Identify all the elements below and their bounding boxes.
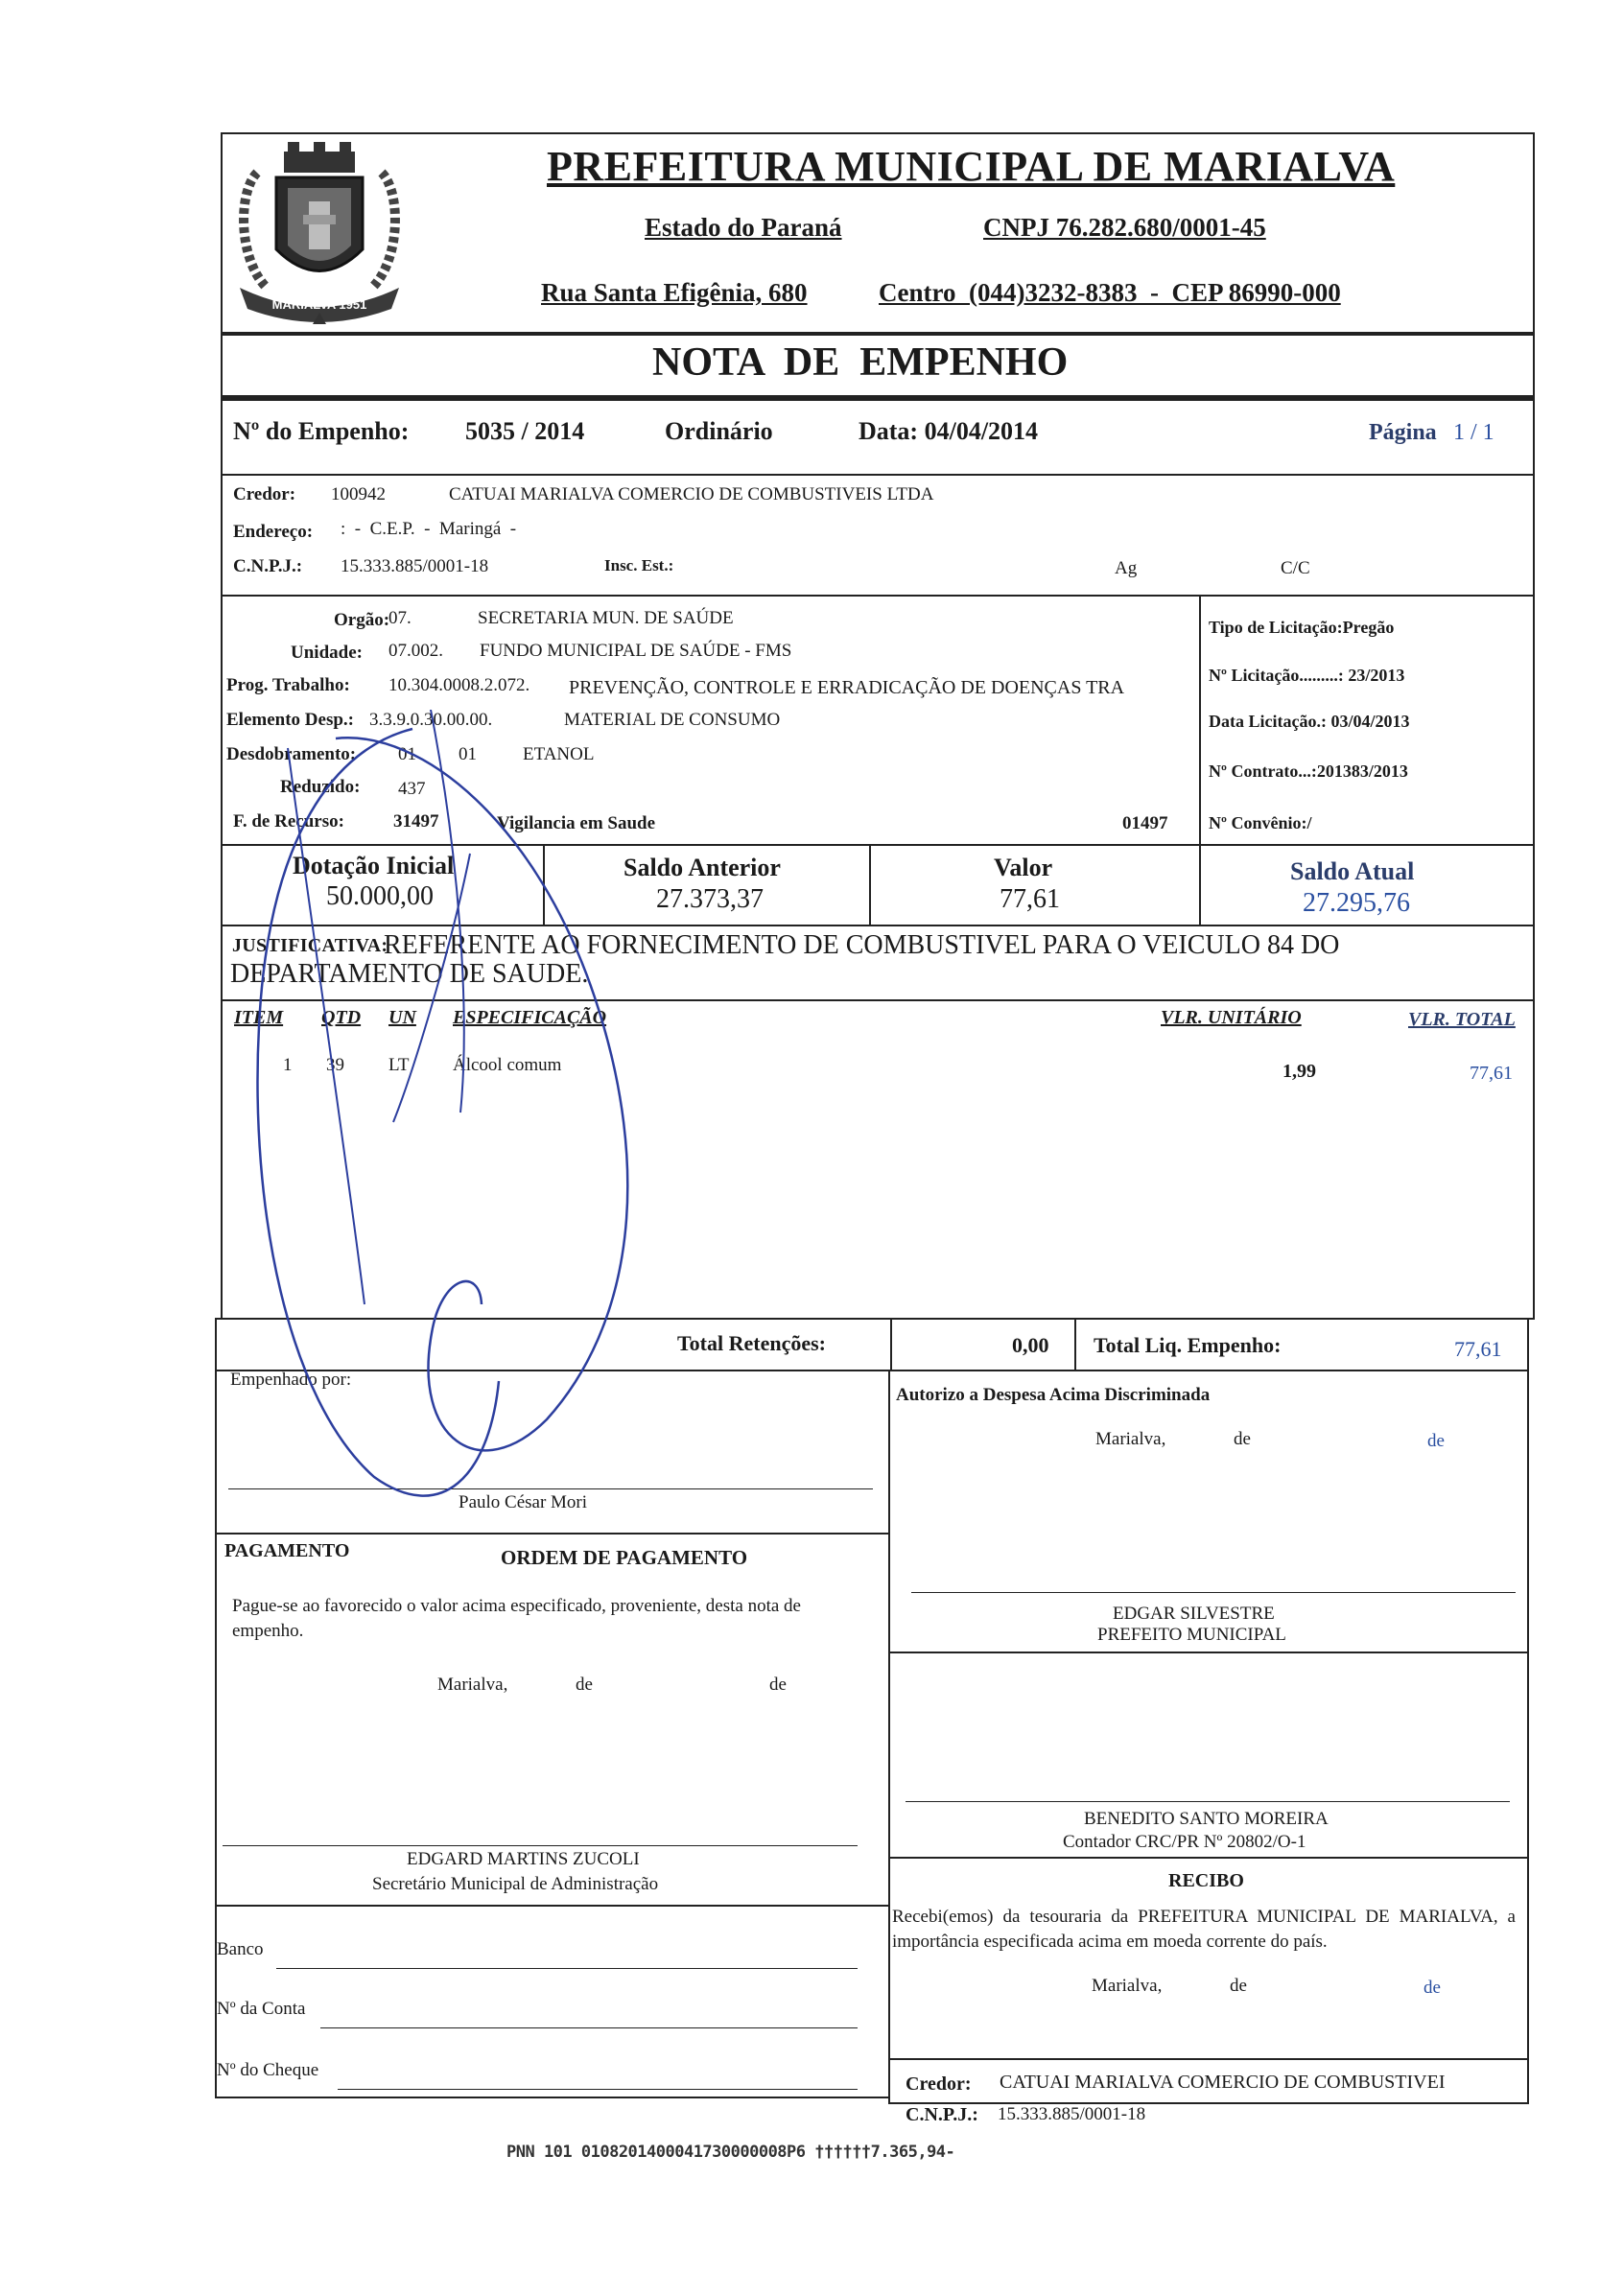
prog-trabalho-label: Prog. Trabalho: bbox=[226, 675, 350, 695]
ag-label: Ag bbox=[1115, 558, 1138, 578]
licitacao-numero: Nº Licitação.........: 23/2013 bbox=[1209, 666, 1405, 685]
pagamento-text: Pague-se ao favorecido o valor acima especificado, proveniente, desta nota de empenho. bbox=[232, 1596, 801, 1641]
pagamento-signer-name: EDGARD MARTINS ZUCOLI bbox=[407, 1849, 640, 1869]
desdobramento-code2: 01 bbox=[459, 744, 477, 764]
state-name: Estado do Paraná bbox=[645, 213, 842, 242]
contador-divider bbox=[888, 1652, 1529, 1653]
elemento-code: 3.3.9.0.30.00.00. bbox=[369, 710, 493, 730]
recurso-name: Vigilancia em Saude bbox=[497, 813, 656, 833]
prefeito-name: EDGAR SILVESTRE bbox=[1113, 1604, 1275, 1624]
credor-address: : - C.E.P. - Maringá - bbox=[341, 519, 517, 539]
empenhado-signature-line bbox=[228, 1488, 873, 1489]
empenhado-name: Paulo César Mori bbox=[459, 1492, 588, 1512]
desdobramento-name: ETANOL bbox=[523, 744, 595, 764]
address-contact: Centro (044)3232-8383 - CEP 86990-000 bbox=[879, 278, 1341, 307]
credor-name: CATUAI MARIALVA COMERCIO DE COMBUSTIVEIS LTDA bbox=[449, 484, 934, 504]
recurso-code: 31497 bbox=[393, 811, 439, 832]
reduzido-label: Reduzido: bbox=[280, 777, 361, 797]
page-value: 1 / 1 bbox=[1453, 420, 1494, 445]
valor-value: 77,61 bbox=[1000, 884, 1060, 914]
contador-name: BENEDITO SANTO MOREIRA bbox=[1084, 1809, 1329, 1829]
municipality-title: PREFEITURA MUNICIPAL DE MARIALVA bbox=[547, 143, 1396, 190]
page-label: Página bbox=[1369, 420, 1437, 445]
pagamento-place: Marialva, bbox=[437, 1675, 508, 1695]
pagamento-signature-line bbox=[223, 1845, 858, 1846]
credor-address-label: Endereço: bbox=[233, 522, 314, 542]
lower-left-frame bbox=[215, 1370, 890, 2098]
coat-of-arms-logo bbox=[228, 134, 411, 326]
recibo-credor-divider bbox=[888, 2058, 1529, 2060]
cc-label: C/C bbox=[1281, 558, 1310, 578]
valor-label: Valor bbox=[994, 854, 1053, 881]
recibo-credor-name: CATUAI MARIALVA COMERCIO DE COMBUSTIVEI bbox=[1000, 2072, 1446, 2093]
conta-label: Nº da Conta bbox=[217, 1999, 306, 2019]
row-un: LT bbox=[388, 1055, 410, 1075]
recibo-credor-label: Credor: bbox=[906, 2073, 972, 2095]
pagamento-de2: de bbox=[769, 1675, 787, 1695]
budget-divider bbox=[1199, 595, 1201, 846]
recibo-divider bbox=[888, 1857, 1529, 1859]
values-div-1 bbox=[543, 844, 545, 926]
contador-signature-line bbox=[906, 1801, 1510, 1802]
empenho-number-label: Nº do Empenho: bbox=[233, 417, 410, 445]
col-header-unit-value: VLR. UNITÁRIO bbox=[1161, 1007, 1302, 1028]
saldo-atual-value: 27.295,76 bbox=[1303, 888, 1410, 918]
autorizo-place: Marialva, bbox=[1095, 1429, 1166, 1449]
cheque-label: Nº do Cheque bbox=[217, 2060, 319, 2080]
recibo-cnpj: 15.333.885/0001-18 bbox=[998, 2104, 1146, 2124]
recibo-cnpj-label: C.N.P.J.: bbox=[906, 2104, 978, 2125]
values-div-2 bbox=[869, 844, 871, 926]
conta-line[interactable] bbox=[320, 2027, 858, 2028]
pagamento-label: PAGAMENTO bbox=[224, 1540, 350, 1561]
saldo-anterior-label: Saldo Anterior bbox=[624, 854, 781, 881]
document-title: NOTA DE EMPENHO bbox=[652, 340, 1069, 385]
unidade-label: Unidade: bbox=[291, 643, 363, 663]
dotacao-value: 50.000,00 bbox=[326, 881, 434, 911]
unidade-code: 07.002. bbox=[388, 641, 443, 661]
saldo-atual-label: Saldo Atual bbox=[1290, 857, 1415, 885]
col-header-spec: ESPECIFICAÇÃO bbox=[453, 1007, 607, 1028]
justification-line1: REFERENTE AO FORNECIMENTO DE COMBUSTIVEL PARA O VEICULO 84 DO bbox=[384, 930, 1340, 960]
recurso-code2: 01497 bbox=[1122, 813, 1168, 833]
empenho-type: Ordinário bbox=[665, 417, 773, 445]
elemento-label: Elemento Desp.: bbox=[226, 710, 354, 730]
recibo-label: RECIBO bbox=[1168, 1870, 1244, 1891]
credor-cnpj: 15.333.885/0001-18 bbox=[341, 556, 489, 576]
desdobramento-code1: 01 bbox=[398, 744, 416, 764]
recurso-label: F. de Recurso: bbox=[233, 811, 344, 832]
autorizo-de1: de bbox=[1234, 1429, 1251, 1449]
elemento-name: MATERIAL DE CONSUMO bbox=[564, 710, 781, 730]
credor-cnpj-label: C.N.P.J.: bbox=[233, 556, 303, 576]
empenhado-label: Empenhado por: bbox=[230, 1370, 352, 1390]
col-header-item: ITEM bbox=[234, 1007, 284, 1028]
licitacao-data: Data Licitação.: 03/04/2013 bbox=[1209, 712, 1410, 731]
credor-label: Credor: bbox=[233, 484, 296, 504]
orgao-code: 07. bbox=[388, 608, 412, 628]
empenho-number: 5035 / 2014 bbox=[465, 417, 585, 445]
convenio-numero: Nº Convênio:/ bbox=[1209, 813, 1312, 832]
contrato-numero: Nº Contrato...:201383/2013 bbox=[1209, 761, 1408, 781]
col-header-un: UN bbox=[388, 1007, 416, 1028]
liquido-value: 77,61 bbox=[1454, 1337, 1502, 1361]
dotacao-label: Dotação Inicial bbox=[293, 852, 455, 879]
orgao-name: SECRETARIA MUN. DE SAÚDE bbox=[478, 608, 734, 628]
prog-trabalho-name: PREVENÇÃO, CONTROLE E ERRADICAÇÃO DE DOENÇAS TRA bbox=[569, 677, 1125, 698]
recibo-place: Marialva, bbox=[1092, 1976, 1163, 1996]
insc-est-label: Insc. Est.: bbox=[604, 556, 674, 574]
bank-divider bbox=[215, 1905, 890, 1907]
unidade-name: FUNDO MUNICIPAL DE SAÚDE - FMS bbox=[480, 641, 792, 661]
banco-line[interactable] bbox=[276, 1968, 858, 1969]
retencoes-label: Total Retenções: bbox=[677, 1331, 826, 1355]
recibo-text: Recebi(emos) da tesouraria da PREFEITURA MUNICIPAL DE MARIALVA, a importância especificada acima em moeda corrente do país. bbox=[892, 1907, 1516, 1952]
reduzido-value: 437 bbox=[398, 779, 426, 799]
justification-line2: DEPARTAMENTO DE SAUDE. bbox=[230, 959, 589, 989]
justification-label: JUSTIFICATIVA: bbox=[232, 935, 388, 956]
contador-role: Contador CRC/PR Nº 20802/O-1 bbox=[1063, 1832, 1306, 1852]
row-unit-value: 1,99 bbox=[1282, 1061, 1316, 1082]
cheque-line[interactable] bbox=[338, 2089, 858, 2090]
pagamento-signer-role: Secretário Municipal de Administração bbox=[372, 1874, 659, 1894]
row-qtd: 39 bbox=[326, 1055, 344, 1075]
banco-label: Banco bbox=[217, 1939, 264, 1959]
coat-of-arms-motto: MARIALVA 1951 bbox=[271, 297, 367, 312]
totals-frame bbox=[215, 1318, 1529, 1371]
retencoes-value: 0,00 bbox=[1012, 1333, 1049, 1357]
liquido-label: Total Liq. Empenho: bbox=[1094, 1333, 1282, 1357]
autorizo-signature-line bbox=[911, 1592, 1516, 1593]
saldo-anterior-value: 27.373,37 bbox=[656, 884, 764, 914]
recibo-de1: de bbox=[1230, 1976, 1247, 1996]
empenho-date: Data: 04/04/2014 bbox=[859, 417, 1039, 445]
address-street: Rua Santa Efigênia, 680 bbox=[541, 278, 808, 307]
row-spec: Álcool comum bbox=[453, 1055, 562, 1075]
prog-trabalho-code: 10.304.0008.2.072. bbox=[388, 675, 530, 695]
pagamento-de1: de bbox=[576, 1675, 593, 1695]
credor-code: 100942 bbox=[331, 484, 386, 504]
licitacao-tipo: Tipo de Licitação:Pregão bbox=[1209, 618, 1395, 637]
recibo-de2: de bbox=[1424, 1978, 1441, 1998]
row-item: 1 bbox=[283, 1055, 293, 1075]
footer-barcode-text: PNN 101 0108201400041730000008P6 ††††††7.365,94- bbox=[506, 2143, 955, 2162]
orgao-label: Orgão: bbox=[334, 610, 390, 630]
totals-div-2 bbox=[1074, 1318, 1076, 1371]
col-header-total-value: VLR. TOTAL bbox=[1408, 1009, 1516, 1030]
row-total-value: 77,61 bbox=[1470, 1063, 1513, 1084]
totals-div-1 bbox=[890, 1318, 892, 1371]
prefeito-role: PREFEITO MUNICIPAL bbox=[1097, 1625, 1286, 1645]
pagamento-divider bbox=[215, 1533, 890, 1535]
autorizo-de2: de bbox=[1427, 1431, 1445, 1451]
autorizo-label: Autorizo a Despesa Acima Discriminada bbox=[896, 1385, 1211, 1405]
items-frame bbox=[221, 999, 1535, 1320]
municipality-cnpj: CNPJ 76.282.680/0001-45 bbox=[983, 213, 1266, 242]
ordem-label: ORDEM DE PAGAMENTO bbox=[501, 1546, 748, 1569]
desdobramento-label: Desdobramento: bbox=[226, 744, 357, 764]
col-header-qtd: QTD bbox=[321, 1007, 362, 1028]
values-div-3 bbox=[1199, 844, 1201, 926]
